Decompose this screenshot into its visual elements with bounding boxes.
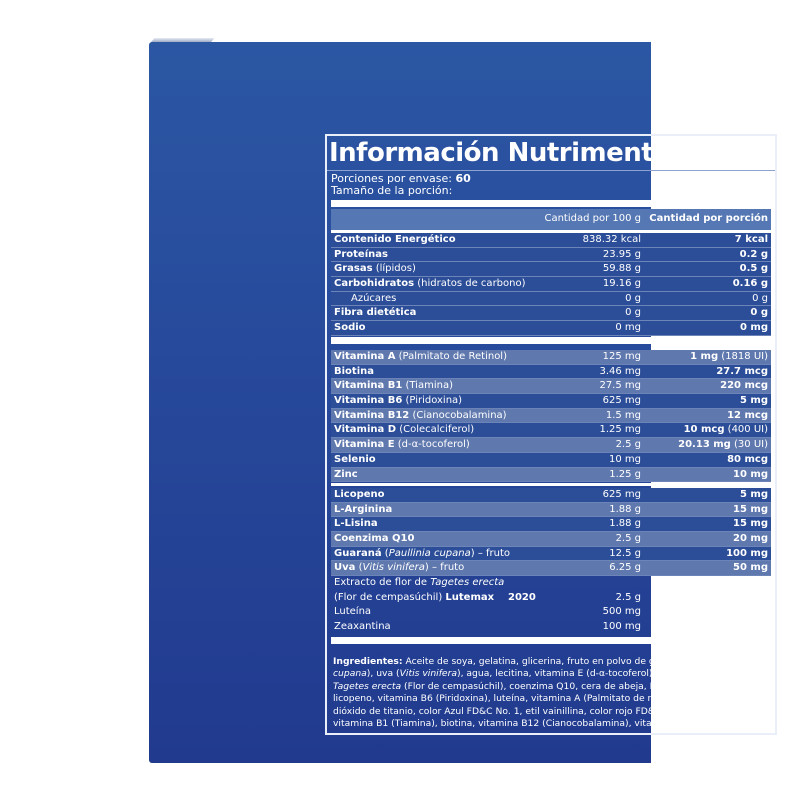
table-row xyxy=(331,365,771,380)
row-label xyxy=(334,306,416,321)
divider-bar xyxy=(331,337,771,344)
value-portion xyxy=(740,488,768,503)
value-portion xyxy=(733,532,768,547)
value-portion-main: 0.2 g xyxy=(739,248,768,260)
nutrient-name: Vitamina B12 xyxy=(334,409,410,421)
value-100g: 625 mg xyxy=(602,489,641,500)
nutrient-detail: (Palmitato de Retinol) xyxy=(395,351,507,362)
value-100g: 838.32 kcal xyxy=(582,234,641,245)
col-per-100g: Cantidad por 100 g xyxy=(544,213,641,224)
value-100g: 1.88 g xyxy=(609,518,641,530)
nutrient-name: Coenzima Q10 xyxy=(334,533,415,545)
table-row xyxy=(331,248,771,263)
species-name: Vitis vinifera xyxy=(362,562,425,574)
nutrient-detail: Azúcares xyxy=(351,292,397,304)
species-name: Paullinia cupana xyxy=(388,547,471,559)
value-portion-main: 15 mg xyxy=(733,503,768,515)
product-box-back xyxy=(149,42,769,763)
value-portion xyxy=(740,248,768,263)
value-100g: 59.88 g xyxy=(602,263,641,275)
value-portion: 4 mg xyxy=(742,606,768,618)
ingredients-part: ), uva ( xyxy=(366,668,400,680)
table-row xyxy=(331,468,771,483)
value-portion xyxy=(716,365,768,380)
vitamins-table xyxy=(331,350,771,482)
nutrient-name: Zinc xyxy=(334,468,358,480)
nutrient-name: Uva xyxy=(334,562,356,574)
table-row xyxy=(331,517,771,532)
value-portion xyxy=(740,321,768,336)
table-row xyxy=(331,233,771,248)
table-row xyxy=(331,503,771,518)
table-row xyxy=(331,561,771,576)
row-label xyxy=(334,517,378,532)
value-100g: 1.5 mg xyxy=(605,409,641,421)
value-100g: 23.95 g xyxy=(602,248,641,260)
value-100g: 3.46 mg xyxy=(599,365,641,377)
extract-line2: (Flor de cempasúchil) xyxy=(334,591,446,603)
row-label xyxy=(334,233,456,248)
row-label xyxy=(334,453,376,468)
table-row xyxy=(331,438,771,453)
table-row xyxy=(331,350,771,365)
value-portion-main: 100 mg xyxy=(726,547,768,559)
nutrient-detail: (hidratos de carbono) xyxy=(414,278,526,290)
table-row xyxy=(331,453,771,468)
value-portion xyxy=(733,561,768,576)
row-label xyxy=(334,350,507,365)
table-row xyxy=(331,605,771,620)
extract-brand: Lutemax 2020 xyxy=(445,591,536,603)
nutrient-name: Selenio xyxy=(334,453,376,465)
row-label xyxy=(334,365,374,380)
value-100g: 625 mg xyxy=(602,395,641,407)
value-portion-main: 0 mg xyxy=(739,322,768,334)
value-portion-main: 220 mcg xyxy=(720,380,768,392)
other-compounds-table xyxy=(331,488,771,576)
row-label xyxy=(334,277,526,292)
value-portion xyxy=(733,503,768,518)
serving-size-value: 1 cápsula xyxy=(688,179,769,197)
value-100g: 10 mg xyxy=(609,453,641,465)
nutrient-name: Vitamina D xyxy=(334,424,397,436)
table-row xyxy=(331,394,771,409)
value-portion-main: 27.7 mcg xyxy=(716,365,768,377)
row-label: Luteína xyxy=(334,606,372,618)
value-portion xyxy=(752,292,768,307)
ingredients-part: (Flor de cempasúchil), coenzima Q10, cera de abeja, L-arginina, L-lisina, zinc, licopeno, vitamina B6 (Piridoxina), luteína, vitamina A (Palmitato de retinol), zeaxantina, dióxido de titanio, color Azul FD&C No. 1, etil vainillina, color rojo FD&C No. 40, selenio, vitamina B1 (Tiamina), biotina, vitamina B12 (Cianocobalamina), vitamina D (Colecalciferol). xyxy=(333,680,761,730)
value-portion-main: 5 mg xyxy=(739,489,768,500)
value-portion-main: 10 mg xyxy=(733,468,768,480)
nutrient-detail: (Tiamina) xyxy=(402,380,453,392)
value-portion xyxy=(720,379,768,394)
value-100g: 2.5 g xyxy=(615,439,641,451)
nutrient-detail: (Cianocobalamina) xyxy=(409,409,507,421)
value-100g: 27.5 mg xyxy=(599,380,641,392)
nutrient-name: Guaraná xyxy=(334,547,382,559)
value-portion: 20 mg xyxy=(733,591,768,603)
nutrient-detail: (Piridoxina) xyxy=(402,395,463,407)
value-portion xyxy=(740,262,768,277)
row-label xyxy=(334,561,464,576)
row-label xyxy=(334,262,416,277)
nutrient-detail: (lípidos) xyxy=(372,263,416,275)
divider-bar xyxy=(331,637,771,644)
value-portion xyxy=(690,350,768,365)
row-label xyxy=(334,576,504,591)
row-label xyxy=(334,394,462,409)
row-label xyxy=(334,468,358,483)
value-portion-main: 50 mg xyxy=(733,562,768,574)
value-portion xyxy=(750,306,768,321)
value-100g: 19.16 g xyxy=(602,278,641,290)
extract-species: Tagetes erecta xyxy=(430,577,505,588)
nutrient-name: Sodio xyxy=(334,322,366,334)
value-100g: 125 mg xyxy=(602,351,641,362)
nutrient-name: Vitamina B6 xyxy=(334,395,403,407)
value-portion-ui: (400 UI) xyxy=(724,424,768,436)
value-portion-main: 0.16 g xyxy=(732,278,768,290)
ingredients-part: Vitis vinifera xyxy=(399,668,457,680)
panel-title: Información Nutrimental xyxy=(329,138,679,168)
table-row xyxy=(331,591,771,606)
servings-label: Porciones por envase: xyxy=(331,172,452,185)
servings-value: 60 xyxy=(455,172,471,185)
table-row xyxy=(331,379,771,394)
ingredients-part: Tagetes erecta xyxy=(333,680,402,692)
extract-table xyxy=(331,576,771,635)
table-row xyxy=(331,306,771,321)
row-label xyxy=(334,488,385,503)
macros-table xyxy=(331,233,771,336)
extract-line1: Extracto de flor de xyxy=(334,577,431,588)
value-portion xyxy=(735,233,768,248)
divider xyxy=(327,170,775,171)
nutrient-name: Biotina xyxy=(334,365,374,377)
value-portion xyxy=(726,547,768,562)
table-row xyxy=(331,488,771,503)
value-100g: 0 g xyxy=(625,292,641,304)
serving-size-label: Tamaño de la porción: xyxy=(331,184,453,197)
value-100g: 500 mg xyxy=(602,606,641,618)
table-row xyxy=(331,262,771,277)
ingredients-part: Paullinia cupana xyxy=(333,656,733,680)
value-portion: 0.8 mg xyxy=(732,621,768,633)
value-portion-main: 7 kcal xyxy=(734,234,768,245)
value-100g: 12.5 g xyxy=(609,547,641,559)
value-100g: 1.25 mg xyxy=(599,424,641,436)
value-portion xyxy=(733,468,768,483)
value-100g: 0 g xyxy=(625,307,641,319)
value-portion-main: 15 mg xyxy=(733,518,768,530)
nutrient-name: Licopeno xyxy=(334,489,385,500)
nutrient-name: Contenido Energético xyxy=(334,234,456,245)
value-portion xyxy=(678,438,768,453)
nutrient-detail: ) – fruto xyxy=(424,562,465,574)
value-portion xyxy=(727,409,768,424)
row-label xyxy=(334,532,414,547)
value-portion-ui: (30 UI) xyxy=(730,439,768,451)
table-row xyxy=(331,532,771,547)
value-100g: 1.25 g xyxy=(609,468,641,480)
divider-bar xyxy=(331,200,771,207)
table-row xyxy=(331,576,771,591)
value-100g: 0 mg xyxy=(615,322,641,334)
value-100g: 2.5 g xyxy=(615,533,641,545)
row-label xyxy=(334,503,392,518)
value-portion xyxy=(740,394,768,409)
table-row xyxy=(331,292,771,307)
value-portion xyxy=(684,423,768,438)
nutrient-name: L-Lisina xyxy=(334,518,378,530)
nutrient-name: Proteínas xyxy=(334,248,388,260)
col-per-portion: Cantidad por porción xyxy=(649,213,768,224)
row-label xyxy=(351,292,396,307)
row-label xyxy=(334,248,388,263)
table-row xyxy=(331,620,771,635)
nutrient-name: Grasas xyxy=(334,263,373,275)
value-portion-ui: (1818 UI) xyxy=(718,351,768,362)
ingredients-text xyxy=(331,654,771,732)
table-row xyxy=(331,321,771,336)
value-100g: 100 mg xyxy=(602,621,641,633)
value-100g: 2.5 g xyxy=(615,591,641,603)
value-portion xyxy=(733,517,768,532)
row-label xyxy=(334,547,510,562)
nutrient-name: Carbohidratos xyxy=(334,278,415,290)
row-label xyxy=(334,409,507,424)
nutrient-detail: ( xyxy=(381,547,389,559)
table-row xyxy=(331,409,771,424)
nutrient-name: Vitamina E xyxy=(334,439,395,451)
nutrient-detail: ) – fruto xyxy=(470,547,511,559)
value-100g: 6.25 g xyxy=(609,562,641,574)
value-portion-main: 10 mcg xyxy=(683,424,725,436)
row-label xyxy=(334,423,474,438)
value-portion-main: 1 mg xyxy=(690,351,719,362)
value-100g: 1.88 g xyxy=(609,503,641,515)
nutrient-name: Vitamina A xyxy=(334,351,396,362)
nutrient-name: Fibra dietética xyxy=(334,307,417,319)
nutrient-name: L-Arginina xyxy=(334,503,393,515)
row-label xyxy=(334,591,536,606)
nutrient-detail: ( xyxy=(355,562,363,574)
value-portion-main: 0.5 g xyxy=(739,263,768,275)
value-portion-main: 20 mg xyxy=(733,533,768,545)
ingredients-label: Ingredientes: xyxy=(333,656,403,667)
row-label xyxy=(334,379,453,394)
value-portion xyxy=(733,277,768,292)
value-portion-main: 20.13 mg xyxy=(678,439,731,451)
value-portion xyxy=(727,453,768,468)
value-portion-main: 0 g xyxy=(750,307,768,319)
value-portion-main: 80 mcg xyxy=(727,453,768,465)
nutrition-facts-panel xyxy=(325,134,777,735)
table-row xyxy=(331,423,771,438)
value-portion-main: 12 mcg xyxy=(727,409,768,421)
nutrient-detail: (d-α-tocoferol) xyxy=(394,439,470,451)
divider xyxy=(331,483,771,486)
value-portion-ui: 0 g xyxy=(752,292,768,304)
value-portion-main: 5 mg xyxy=(739,395,768,407)
table-row xyxy=(331,547,771,562)
row-label: Zeaxantina xyxy=(334,621,391,633)
column-header xyxy=(331,209,771,230)
ingredients-part: ), agua, lecitina, vitamina E (d-α-tocoferol), extracto de flor de xyxy=(456,668,744,680)
row-label xyxy=(334,438,470,453)
row-label xyxy=(334,321,366,336)
nutrient-detail: (Colecalciferol) xyxy=(396,424,475,436)
nutrient-name: Vitamina B1 xyxy=(334,380,403,392)
table-row xyxy=(331,277,771,292)
ingredients-part: Aceite de soya, gelatina, glicerina, fruto en polvo de guaraná ( xyxy=(402,656,694,667)
